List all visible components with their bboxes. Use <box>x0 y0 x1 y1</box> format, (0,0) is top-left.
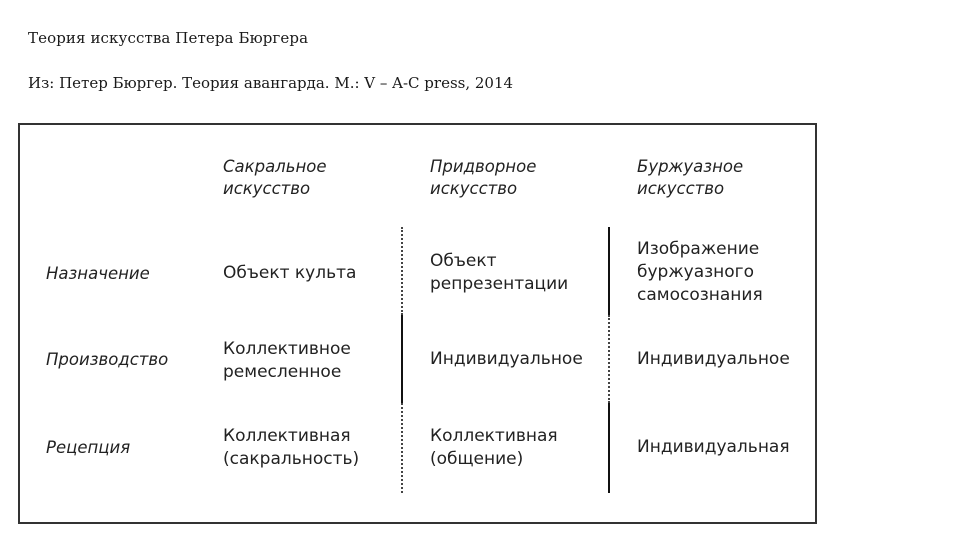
column-header-line: Придворное <box>430 157 537 176</box>
cell-purpose-courtly <box>430 250 568 296</box>
column-header-line: искусство <box>430 179 518 198</box>
divider-solid <box>608 403 610 493</box>
cell-purpose-sacral <box>223 262 356 285</box>
divider-solid <box>608 227 610 315</box>
column-header-line: искусство <box>637 179 725 198</box>
column-header-courtly <box>430 156 536 200</box>
cell-line: репрезентации <box>430 274 569 294</box>
column-header-line: искусство <box>223 179 311 198</box>
cell-line: буржуазного <box>637 262 755 282</box>
cell-production-bourgeois <box>637 348 790 371</box>
column-header-line: Сакральное <box>223 157 327 176</box>
cell-purpose-bourgeois <box>637 238 763 307</box>
cell-line: Объект культа <box>223 263 357 283</box>
cell-line: Коллективное <box>223 339 351 359</box>
column-header-sacral <box>223 156 327 200</box>
column-header-line: Буржуазное <box>637 157 744 176</box>
source-citation: Из: Петер Бюргер. Теория авангарда. М.: V – A-C press, 2014 <box>28 74 514 92</box>
row-label-purpose: Назначение <box>46 264 150 283</box>
divider-solid <box>401 315 403 403</box>
cell-reception-bourgeois <box>637 436 790 459</box>
page-title: Теория искусства Петера Бюргера <box>28 29 309 47</box>
cell-line: (общение) <box>430 449 524 469</box>
cell-production-courtly <box>430 348 583 371</box>
divider-dotted <box>401 403 403 493</box>
cell-line: Индивидуальное <box>637 349 790 369</box>
cell-reception-courtly <box>430 425 558 471</box>
cell-line: Коллективная <box>430 426 558 446</box>
cell-line: Индивидуальное <box>430 349 583 369</box>
cell-reception-sacral <box>223 425 359 471</box>
divider-dotted <box>608 315 610 403</box>
cell-line: Индивидуальная <box>637 437 790 457</box>
cell-line: Изображение <box>637 239 760 259</box>
comparison-table-image <box>18 123 817 524</box>
row-label-production: Производство <box>46 350 169 369</box>
cell-line: Объект <box>430 251 497 271</box>
cell-line: (сакральность) <box>223 449 360 469</box>
column-header-bourgeois <box>637 156 743 200</box>
cell-production-sacral <box>223 338 351 384</box>
cell-line: ремесленное <box>223 362 342 382</box>
cell-line: Коллективная <box>223 426 351 446</box>
divider-dotted <box>401 227 403 315</box>
row-label-reception: Рецепция <box>46 438 131 457</box>
cell-line: самосознания <box>637 285 763 305</box>
